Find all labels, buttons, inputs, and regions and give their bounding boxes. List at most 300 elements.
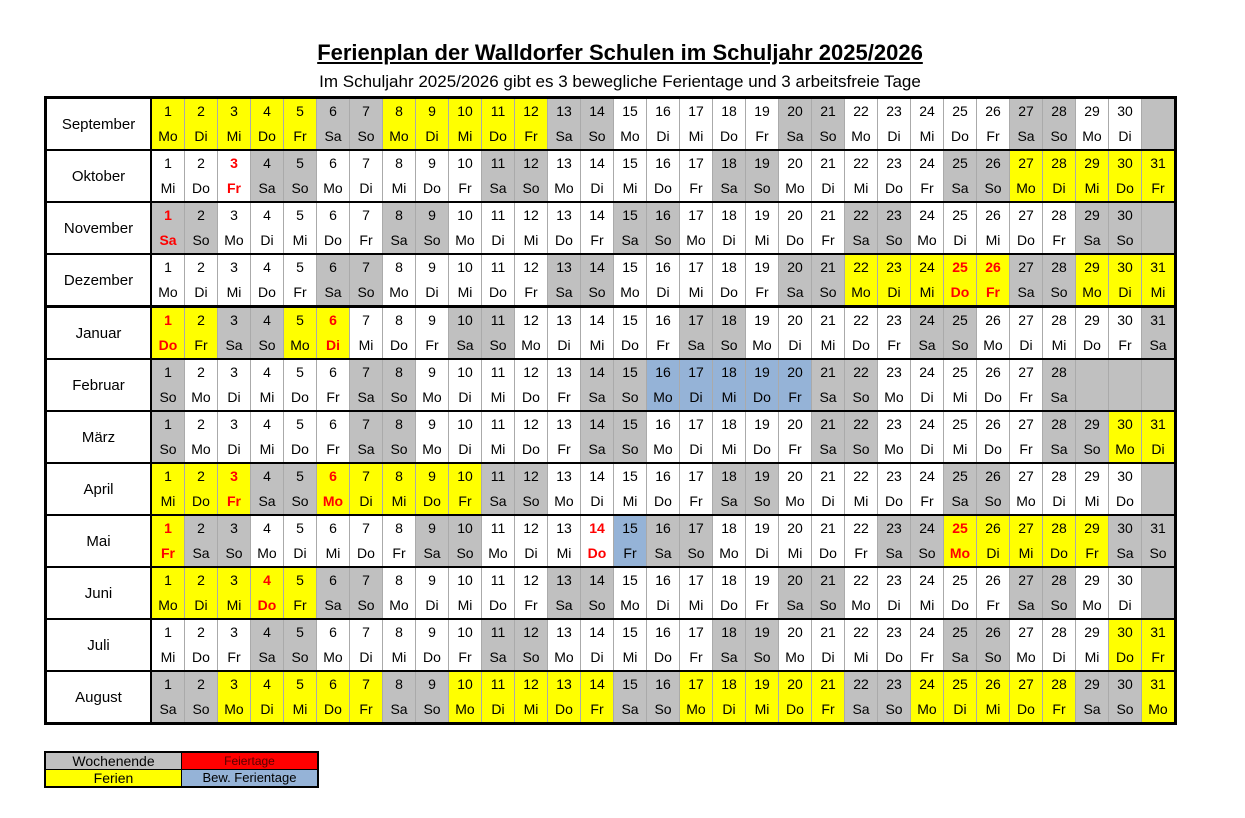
- day-weekday: So: [1142, 541, 1176, 567]
- day-number: 24: [911, 359, 944, 385]
- day-number: 30: [1109, 463, 1142, 489]
- day-weekday: Di: [449, 437, 482, 463]
- day-weekday: Mi: [713, 437, 746, 463]
- day-number: 14: [581, 411, 614, 437]
- day-weekday: So: [284, 176, 317, 202]
- day-number: 28: [1043, 150, 1076, 176]
- day-weekday: Mo: [449, 228, 482, 254]
- day-weekday: Mo: [218, 697, 251, 724]
- day-weekday: Do: [647, 489, 680, 515]
- day-number: 22: [845, 619, 878, 645]
- empty-day: [1142, 359, 1176, 385]
- day-number: 30: [1109, 671, 1142, 697]
- day-number: 16: [647, 567, 680, 593]
- day-weekday: Mo: [383, 124, 416, 150]
- day-number: 9: [416, 150, 449, 176]
- day-number: 19: [746, 515, 779, 541]
- day-weekday: Do: [185, 489, 218, 515]
- day-weekday: Mo: [317, 489, 350, 515]
- day-weekday: Mo: [1142, 697, 1176, 724]
- day-weekday: Do: [185, 176, 218, 202]
- day-weekday: Mi: [515, 228, 548, 254]
- day-weekday: Do: [416, 489, 449, 515]
- day-weekday: Fr: [383, 541, 416, 567]
- day-number: 22: [845, 411, 878, 437]
- day-number: 9: [416, 307, 449, 334]
- day-number: 30: [1109, 254, 1142, 280]
- day-number: 11: [482, 98, 515, 125]
- day-weekday: Do: [812, 541, 845, 567]
- day-number: 5: [284, 254, 317, 280]
- day-weekday: Mo: [614, 124, 647, 150]
- day-weekday: Do: [944, 280, 977, 307]
- day-weekday: Di: [1010, 333, 1043, 359]
- empty-day: [1142, 463, 1176, 489]
- day-number: 29: [1076, 671, 1109, 697]
- day-weekday: Mi: [812, 333, 845, 359]
- day-weekday: Di: [647, 124, 680, 150]
- day-weekday: Sa: [614, 228, 647, 254]
- day-number: 2: [185, 254, 218, 280]
- day-number: 19: [746, 411, 779, 437]
- day-weekday: Di: [1043, 645, 1076, 671]
- day-weekday: Fr: [977, 280, 1010, 307]
- day-number: 5: [284, 98, 317, 125]
- month-weekday-row: [46, 228, 1176, 254]
- day-weekday: Mo: [845, 124, 878, 150]
- day-weekday: Sa: [713, 176, 746, 202]
- day-number: 18: [713, 567, 746, 593]
- day-weekday: Sa: [1142, 333, 1176, 359]
- day-number: 24: [911, 150, 944, 176]
- day-weekday: Fr: [1043, 228, 1076, 254]
- day-weekday: Mo: [944, 541, 977, 567]
- day-weekday: Di: [1043, 489, 1076, 515]
- day-weekday: Fr: [548, 385, 581, 411]
- day-number: 19: [746, 307, 779, 334]
- day-number: 16: [647, 98, 680, 125]
- day-weekday: So: [151, 437, 185, 463]
- day-weekday: Mi: [845, 489, 878, 515]
- day-weekday: Sa: [713, 489, 746, 515]
- day-number: 12: [515, 619, 548, 645]
- day-weekday: Sa: [845, 697, 878, 724]
- empty-day: [1076, 385, 1109, 411]
- day-weekday: Fr: [845, 541, 878, 567]
- day-weekday: Sa: [1109, 541, 1142, 567]
- day-weekday: Do: [317, 697, 350, 724]
- day-number: 28: [1043, 307, 1076, 334]
- day-weekday: Do: [1010, 697, 1043, 724]
- day-number: 6: [317, 671, 350, 697]
- day-number: 14: [581, 254, 614, 280]
- day-number: 21: [812, 411, 845, 437]
- day-weekday: Mo: [779, 645, 812, 671]
- day-weekday: Do: [845, 333, 878, 359]
- day-weekday: Sa: [218, 333, 251, 359]
- day-weekday: Mo: [647, 437, 680, 463]
- day-number: 11: [482, 307, 515, 334]
- day-number: 12: [515, 671, 548, 697]
- day-weekday: Mo: [548, 176, 581, 202]
- day-weekday: Mo: [515, 333, 548, 359]
- day-weekday: Mo: [878, 385, 911, 411]
- day-weekday: So: [1109, 697, 1142, 724]
- day-number: 9: [416, 98, 449, 125]
- day-weekday: Di: [1109, 124, 1142, 150]
- day-number: 15: [614, 463, 647, 489]
- day-weekday: Do: [647, 176, 680, 202]
- day-number: 29: [1076, 619, 1109, 645]
- day-number: 8: [383, 671, 416, 697]
- day-number: 4: [251, 411, 284, 437]
- day-number: 3: [218, 98, 251, 125]
- day-number: 8: [383, 567, 416, 593]
- month-row: [46, 254, 1176, 280]
- day-number: 30: [1109, 202, 1142, 228]
- day-number: 10: [449, 567, 482, 593]
- day-weekday: Mi: [779, 541, 812, 567]
- day-weekday: Fr: [449, 489, 482, 515]
- day-weekday: Fr: [1010, 437, 1043, 463]
- month-weekday-row: [46, 333, 1176, 359]
- day-weekday: Do: [779, 697, 812, 724]
- day-number: 1: [151, 98, 185, 125]
- day-number: 19: [746, 671, 779, 697]
- day-number: 28: [1043, 254, 1076, 280]
- day-weekday: Sa: [581, 437, 614, 463]
- day-weekday: Mi: [449, 593, 482, 619]
- day-number: 24: [911, 307, 944, 334]
- day-weekday: Sa: [812, 437, 845, 463]
- day-number: 21: [812, 515, 845, 541]
- day-number: 29: [1076, 307, 1109, 334]
- day-number: 7: [350, 619, 383, 645]
- day-weekday: So: [284, 645, 317, 671]
- day-weekday: So: [1043, 124, 1076, 150]
- month-weekday-row: [46, 489, 1176, 515]
- month-label: Februar: [46, 359, 152, 411]
- day-weekday: Fr: [284, 124, 317, 150]
- day-weekday: Mo: [151, 593, 185, 619]
- day-weekday: Sa: [1076, 697, 1109, 724]
- month-weekday-row: [46, 176, 1176, 202]
- day-number: 21: [812, 307, 845, 334]
- day-weekday: Mi: [151, 645, 185, 671]
- day-number: 13: [548, 463, 581, 489]
- day-number: 23: [878, 150, 911, 176]
- day-weekday: Di: [1043, 176, 1076, 202]
- day-number: 25: [944, 307, 977, 334]
- day-number: 17: [680, 359, 713, 385]
- day-number: 14: [581, 515, 614, 541]
- day-weekday: So: [185, 228, 218, 254]
- day-weekday: So: [812, 280, 845, 307]
- month-weekday-row: [46, 593, 1176, 619]
- day-number: 5: [284, 307, 317, 334]
- day-weekday: Do: [515, 437, 548, 463]
- day-weekday: Sa: [647, 541, 680, 567]
- day-weekday: Mo: [284, 333, 317, 359]
- day-number: 28: [1043, 619, 1076, 645]
- day-number: 15: [614, 202, 647, 228]
- day-number: 7: [350, 411, 383, 437]
- day-weekday: Mi: [746, 697, 779, 724]
- day-weekday: Sa: [383, 228, 416, 254]
- day-number: 5: [284, 411, 317, 437]
- day-weekday: Mi: [680, 593, 713, 619]
- day-number: 10: [449, 150, 482, 176]
- day-number: 2: [185, 515, 218, 541]
- day-weekday: Fr: [416, 333, 449, 359]
- month-weekday-row: [46, 437, 1176, 463]
- day-weekday: Mi: [977, 228, 1010, 254]
- day-number: 8: [383, 619, 416, 645]
- day-number: 1: [151, 619, 185, 645]
- day-weekday: So: [1043, 593, 1076, 619]
- day-number: 21: [812, 359, 845, 385]
- day-weekday: Fr: [218, 645, 251, 671]
- day-number: 24: [911, 515, 944, 541]
- month-label: April: [46, 463, 152, 515]
- day-weekday: Do: [713, 124, 746, 150]
- day-weekday: So: [878, 228, 911, 254]
- day-weekday: Sa: [251, 645, 284, 671]
- day-weekday: Fr: [680, 489, 713, 515]
- day-number: 16: [647, 671, 680, 697]
- page-title: Ferienplan der Walldorfer Schulen im Schuljahr 2025/2026: [317, 40, 923, 65]
- day-number: 8: [383, 150, 416, 176]
- day-number: 24: [911, 98, 944, 125]
- day-number: 15: [614, 254, 647, 280]
- day-weekday: Mo: [1010, 645, 1043, 671]
- day-weekday: So: [581, 593, 614, 619]
- day-weekday: Mi: [515, 697, 548, 724]
- empty-day: [1142, 98, 1176, 125]
- day-weekday: Sa: [482, 645, 515, 671]
- month-row: [46, 515, 1176, 541]
- day-number: 26: [977, 254, 1010, 280]
- day-weekday: So: [1109, 228, 1142, 254]
- day-weekday: Mi: [581, 333, 614, 359]
- day-number: 1: [151, 202, 185, 228]
- day-number: 9: [416, 463, 449, 489]
- day-weekday: Mo: [713, 541, 746, 567]
- page-subtitle: Im Schuljahr 2025/2026 gibt es 3 bewegliche Ferientage und 3 arbeitsfreie Tage: [319, 72, 921, 91]
- day-number: 26: [977, 671, 1010, 697]
- empty-day: [1142, 489, 1176, 515]
- day-weekday: Sa: [383, 697, 416, 724]
- day-number: 20: [779, 150, 812, 176]
- day-number: 9: [416, 202, 449, 228]
- day-weekday: Do: [779, 228, 812, 254]
- day-weekday: So: [350, 593, 383, 619]
- day-number: 18: [713, 463, 746, 489]
- day-weekday: So: [614, 385, 647, 411]
- day-weekday: Fr: [350, 228, 383, 254]
- day-weekday: Di: [944, 228, 977, 254]
- day-weekday: Sa: [1010, 124, 1043, 150]
- day-weekday: Mi: [1010, 541, 1043, 567]
- day-weekday: Fr: [515, 593, 548, 619]
- day-number: 26: [977, 619, 1010, 645]
- day-weekday: Mi: [845, 645, 878, 671]
- day-number: 18: [713, 671, 746, 697]
- day-weekday: Mi: [151, 176, 185, 202]
- empty-day: [1142, 385, 1176, 411]
- day-number: 13: [548, 567, 581, 593]
- day-number: 23: [878, 307, 911, 334]
- day-weekday: Di: [416, 593, 449, 619]
- day-weekday: Mo: [151, 124, 185, 150]
- day-number: 15: [614, 307, 647, 334]
- day-weekday: Sa: [1043, 385, 1076, 411]
- day-weekday: Do: [350, 541, 383, 567]
- day-number: 23: [878, 411, 911, 437]
- day-weekday: Mo: [251, 541, 284, 567]
- empty-day: [1142, 228, 1176, 254]
- day-weekday: Fr: [1076, 541, 1109, 567]
- day-weekday: Mo: [1076, 124, 1109, 150]
- day-number: 20: [779, 619, 812, 645]
- day-weekday: Fr: [680, 176, 713, 202]
- day-number: 22: [845, 567, 878, 593]
- day-weekday: Di: [218, 437, 251, 463]
- day-number: 22: [845, 254, 878, 280]
- day-number: 25: [944, 463, 977, 489]
- day-number: 4: [251, 671, 284, 697]
- day-number: 1: [151, 359, 185, 385]
- day-weekday: Fr: [548, 437, 581, 463]
- day-number: 15: [614, 671, 647, 697]
- day-number: 13: [548, 202, 581, 228]
- day-weekday: So: [845, 385, 878, 411]
- month-row: [46, 619, 1176, 645]
- day-weekday: Fr: [746, 593, 779, 619]
- day-weekday: Mi: [845, 176, 878, 202]
- day-number: 10: [449, 202, 482, 228]
- day-weekday: Do: [515, 385, 548, 411]
- day-number: 10: [449, 411, 482, 437]
- day-weekday: Do: [482, 280, 515, 307]
- day-weekday: Mi: [383, 489, 416, 515]
- day-weekday: Fr: [911, 176, 944, 202]
- day-weekday: Do: [713, 280, 746, 307]
- day-weekday: Fr: [614, 541, 647, 567]
- day-number: 22: [845, 202, 878, 228]
- day-number: 18: [713, 515, 746, 541]
- day-weekday: Fr: [779, 385, 812, 411]
- day-number: 5: [284, 515, 317, 541]
- day-weekday: Do: [185, 645, 218, 671]
- day-number: 11: [482, 254, 515, 280]
- day-number: 7: [350, 567, 383, 593]
- legend-bewegliche: Bew. Ferientage: [182, 770, 319, 788]
- day-number: 28: [1043, 202, 1076, 228]
- day-number: 26: [977, 463, 1010, 489]
- day-number: 23: [878, 619, 911, 645]
- day-number: 20: [779, 307, 812, 334]
- day-number: 10: [449, 515, 482, 541]
- day-weekday: Di: [515, 541, 548, 567]
- month-weekday-row: [46, 280, 1176, 307]
- day-weekday: Mo: [779, 489, 812, 515]
- day-number: 11: [482, 359, 515, 385]
- day-number: 27: [1010, 567, 1043, 593]
- day-weekday: So: [581, 280, 614, 307]
- day-number: 31: [1142, 619, 1176, 645]
- day-number: 26: [977, 359, 1010, 385]
- day-number: 23: [878, 359, 911, 385]
- day-weekday: Di: [911, 385, 944, 411]
- day-number: 12: [515, 254, 548, 280]
- day-number: 4: [251, 463, 284, 489]
- day-number: 27: [1010, 359, 1043, 385]
- day-weekday: So: [185, 697, 218, 724]
- day-number: 31: [1142, 671, 1176, 697]
- day-number: 14: [581, 98, 614, 125]
- day-number: 16: [647, 254, 680, 280]
- day-number: 10: [449, 98, 482, 125]
- day-weekday: Mo: [1076, 280, 1109, 307]
- day-number: 21: [812, 150, 845, 176]
- day-weekday: Mi: [614, 176, 647, 202]
- day-weekday: Mo: [680, 228, 713, 254]
- day-number: 26: [977, 515, 1010, 541]
- day-number: 4: [251, 515, 284, 541]
- day-number: 3: [218, 202, 251, 228]
- day-weekday: Do: [284, 437, 317, 463]
- day-number: 20: [779, 202, 812, 228]
- day-weekday: So: [383, 437, 416, 463]
- day-number: 25: [944, 515, 977, 541]
- day-number: 12: [515, 463, 548, 489]
- day-weekday: Mo: [746, 333, 779, 359]
- empty-day: [1109, 359, 1142, 385]
- month-label: Juli: [46, 619, 152, 671]
- day-weekday: Do: [251, 593, 284, 619]
- day-weekday: Sa: [317, 124, 350, 150]
- day-number: 6: [317, 411, 350, 437]
- month-weekday-row: [46, 645, 1176, 671]
- day-number: 2: [185, 98, 218, 125]
- day-weekday: Sa: [317, 280, 350, 307]
- day-weekday: Do: [746, 437, 779, 463]
- legend-ferien: Ferien: [45, 770, 182, 788]
- day-number: 16: [647, 619, 680, 645]
- day-weekday: So: [350, 124, 383, 150]
- day-number: 24: [911, 463, 944, 489]
- day-number: 31: [1142, 254, 1176, 280]
- day-number: 30: [1109, 411, 1142, 437]
- day-weekday: Do: [878, 645, 911, 671]
- day-number: 20: [779, 671, 812, 697]
- day-number: 26: [977, 202, 1010, 228]
- day-number: 6: [317, 515, 350, 541]
- day-number: 24: [911, 671, 944, 697]
- day-weekday: Mo: [614, 593, 647, 619]
- day-weekday: Sa: [812, 385, 845, 411]
- day-weekday: Fr: [284, 280, 317, 307]
- day-weekday: Fr: [812, 697, 845, 724]
- day-number: 2: [185, 411, 218, 437]
- day-weekday: Sa: [1010, 593, 1043, 619]
- day-number: 22: [845, 307, 878, 334]
- day-weekday: Fr: [812, 228, 845, 254]
- day-number: 27: [1010, 254, 1043, 280]
- day-number: 15: [614, 359, 647, 385]
- day-weekday: Mo: [317, 176, 350, 202]
